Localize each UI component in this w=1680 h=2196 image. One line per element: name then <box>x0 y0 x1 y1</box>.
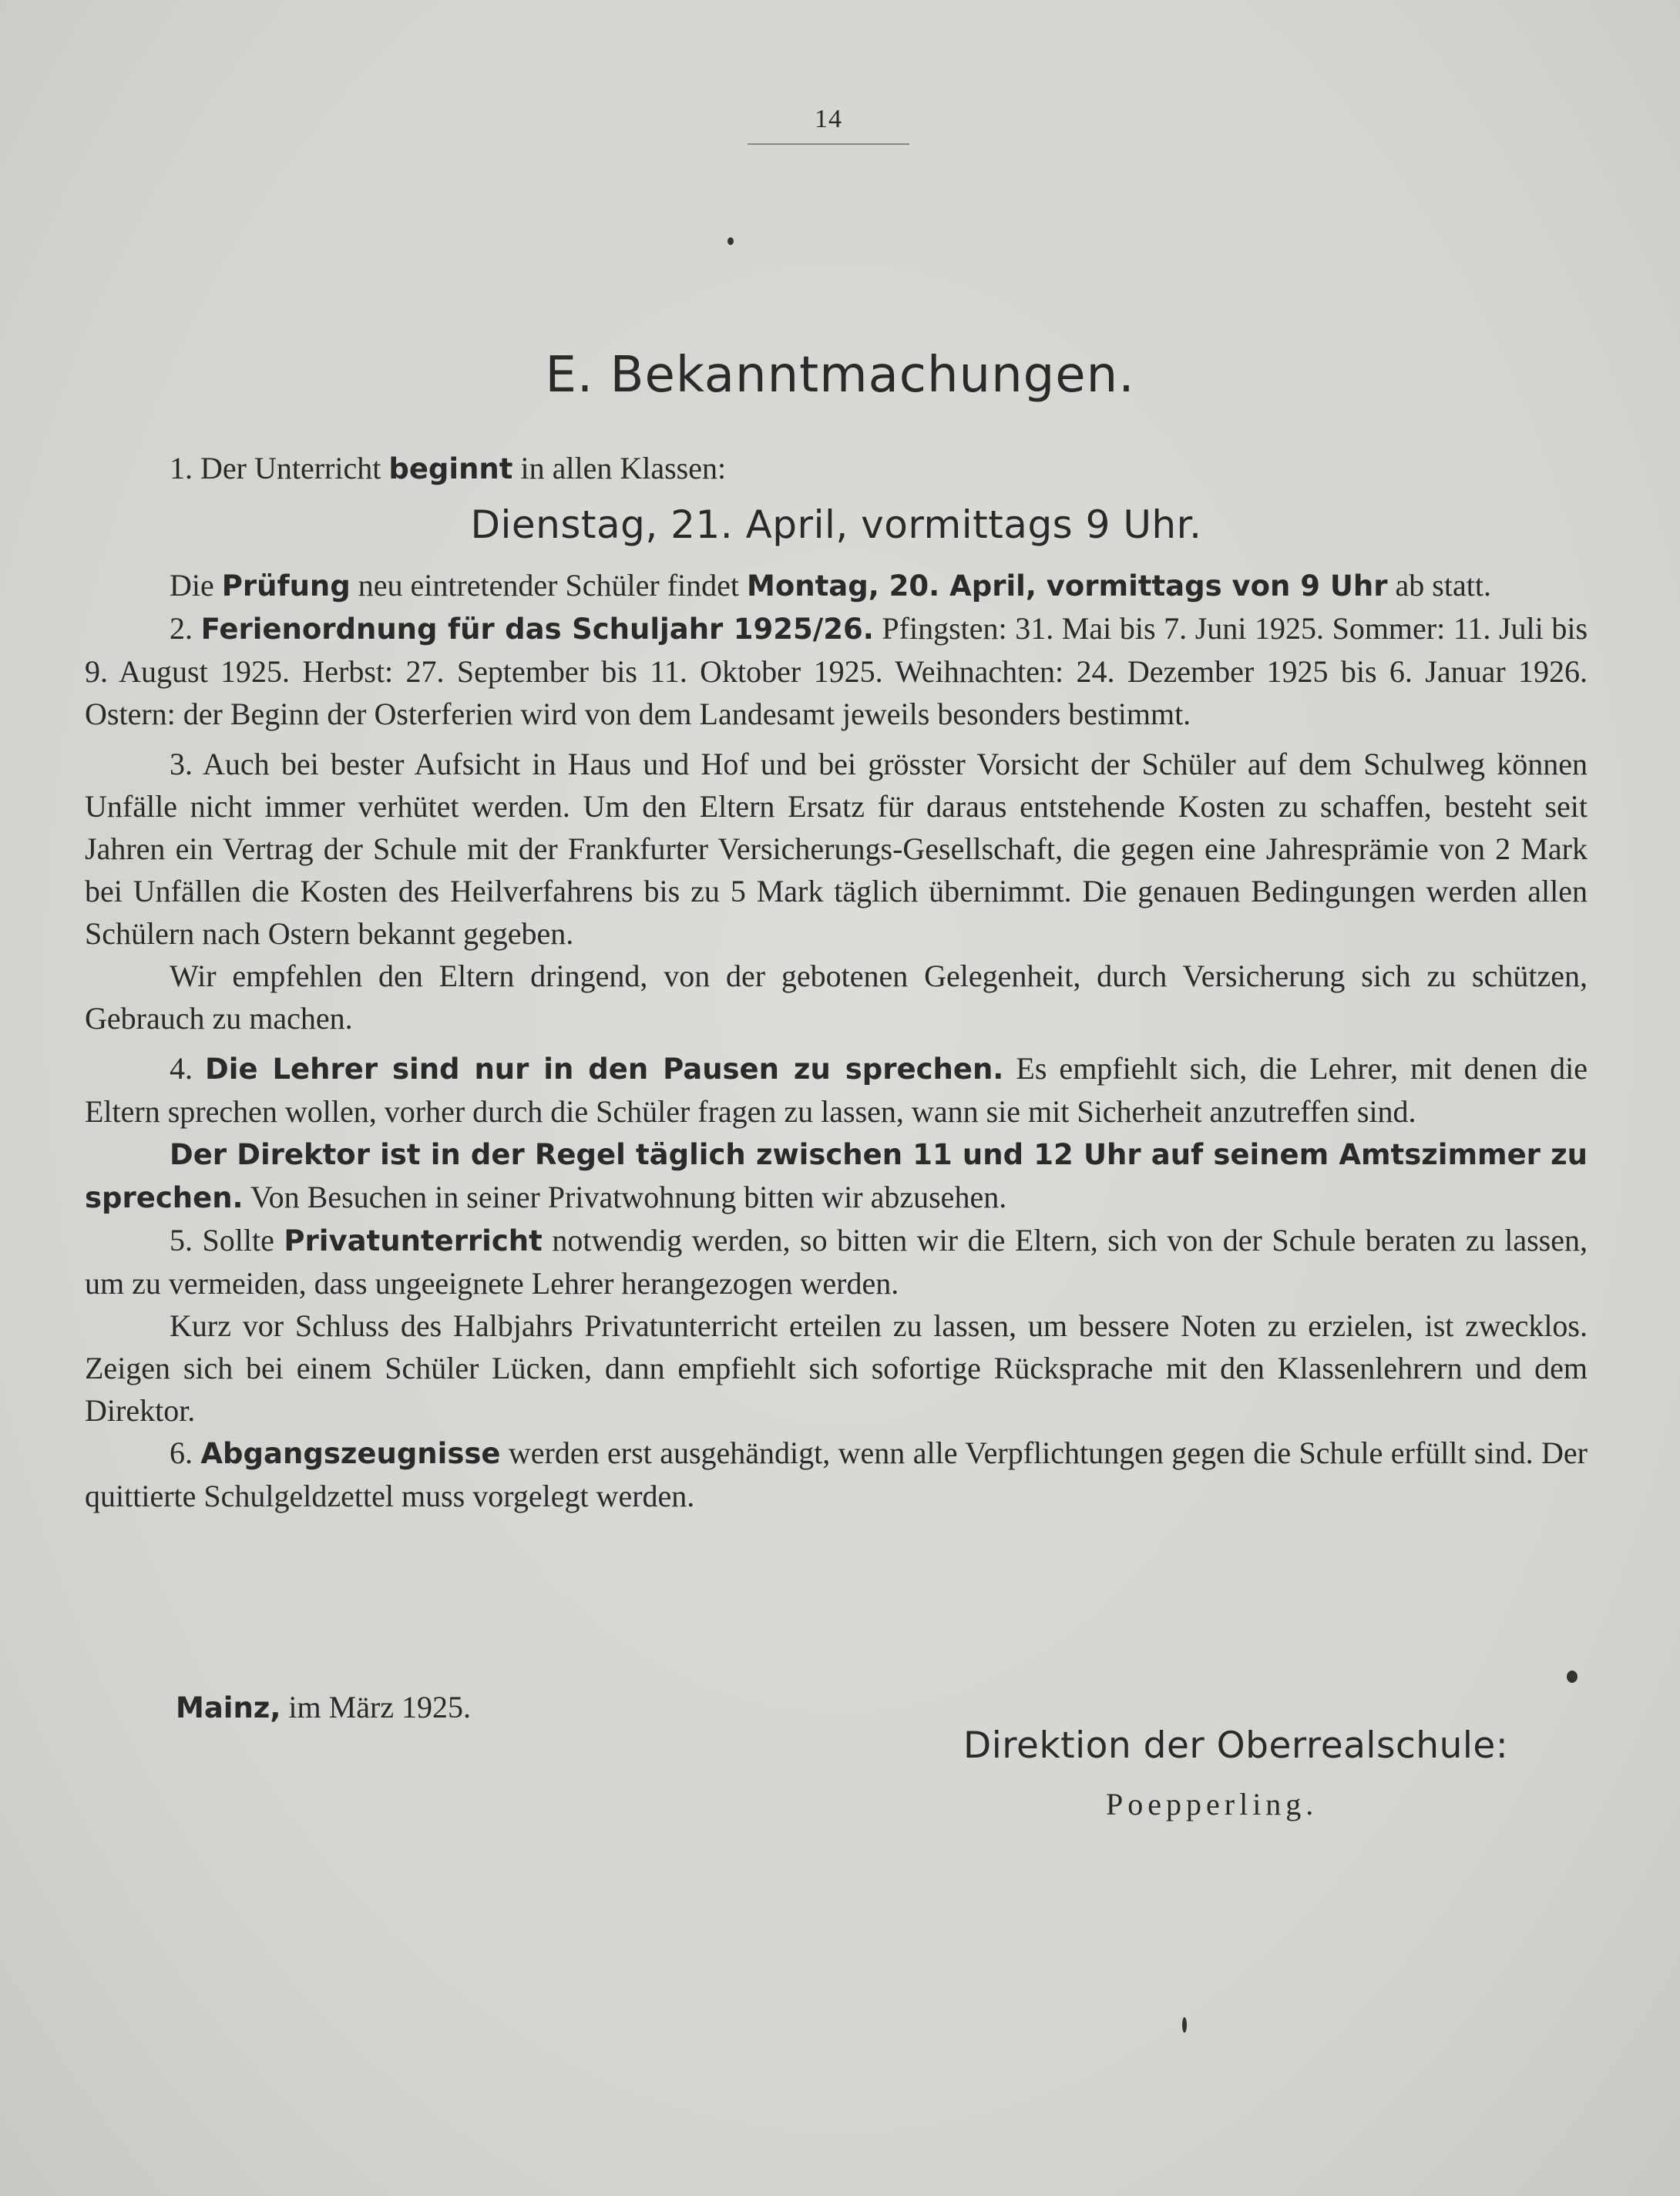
text: Die <box>170 568 222 603</box>
ink-speck <box>1182 2017 1187 2033</box>
text: notwendig werden, so bitten wir die Eltern, sich von der Schule beraten zu lassen, um zu vermeiden, dass ungeeignete Lehrer herangezogen werden. <box>85 1223 1588 1301</box>
ink-speck <box>1567 1671 1578 1683</box>
text: neu eintretender Schüler findet <box>350 568 747 603</box>
bold-text: Prüfung <box>221 569 351 603</box>
bold-text: Abgangszeugnisse <box>200 1437 501 1470</box>
text: ab statt. <box>1387 568 1491 603</box>
bold-text: Mainz, <box>176 1691 281 1724</box>
paragraph-4b <box>85 1133 1588 1219</box>
bold-text: Privatunterricht <box>284 1224 543 1257</box>
paragraph-3b: Wir empfehlen den Eltern dringend, von der gebotenen Gelegenheit, durch Versicherung sich zu schützen, Gebrauch zu machen. <box>85 959 1588 1036</box>
notice-body <box>85 447 1588 1517</box>
section-heading: E. Bekanntmachungen. <box>545 347 1135 404</box>
bold-text: Ferienordnung für das Schuljahr 1925/26. <box>200 613 874 646</box>
paragraph-3: 3. Auch bei bester Aufsicht in Haus und Hof und bei grösster Vorsicht der Schüler auf dem Schulweg können Unfälle nicht immer verhütet werden. Um den Eltern Ersatz für daraus entstehende Kosten zu schaffen, besteht seit Jahren ein Vertrag der Schule mit der Frankfurter Versicherungs-Gesellschaft, die gegen eine Jahresprämie von 2 Mark bei Unfällen die Kosten des Heilverfahrens bis zu 5 Mark täglich übernimmt. Die genauen Bedingungen werden allen Schülern nach Ostern bekannt gegeben. <box>85 747 1588 951</box>
text: 4. <box>170 1051 206 1086</box>
paragraph-2 <box>85 607 1588 735</box>
text: werden erst ausgehändigt, wenn alle Verpflichtungen gegen die Schule erfüllt sind. Der quittierte Schulgeldzettel muss vorgelegt werden. <box>85 1435 1588 1513</box>
paragraph-1b <box>85 564 1588 607</box>
bold-text: Der Direktor ist in der Regel täglich zwischen 11 und 12 Uhr auf seinem Amtszimmer zu sprechen. <box>85 1138 1588 1214</box>
paragraph-4 <box>85 1047 1588 1133</box>
paragraph-1 <box>85 447 1588 490</box>
text: 2. <box>170 611 201 646</box>
text: 6. <box>170 1435 201 1470</box>
paragraph-5 <box>85 1219 1588 1305</box>
paragraph-5b: Kurz vor Schluss des Halbjahrs Privatunterricht erteilen zu lassen, um bessere Noten zu erzielen, ist zwecklos. Zeigen sich bei einem Schüler Lücken, dann empfiehlt sich sofortige Rücksprache mit den Klassenlehrern und dem Direktor. <box>85 1308 1588 1428</box>
text: Von Besuchen in seiner Privatwohnung bitten wir abzusehen. <box>243 1180 1007 1214</box>
text: 5. Sollte <box>170 1223 284 1257</box>
issuer-title: Direktion der Oberrealschule: <box>963 1724 1509 1767</box>
paragraph-6 <box>85 1432 1588 1517</box>
place-date <box>176 1689 471 1725</box>
text: im März 1925. <box>281 1690 472 1724</box>
text: Pfingsten: 31. Mai bis 7. Juni 1925. Sommer: 11. Juli bis 9. August 1925. Herbst: 27. September bis 11. Oktober 1925. Weihnachten: 24. Dezember 1925 bis 6. Januar 1926. Ostern: der Beginn der Osterferien wird von dem Landesamt jeweils besonders bestimmt. <box>85 611 1588 731</box>
text: Es empfiehlt sich, die Lehrer, mit denen die Eltern sprechen wollen, vorher durch die Schüler fragen zu lassen, wann sie mit Sicherheit anzutreffen sind. <box>85 1051 1588 1129</box>
ink-speck <box>727 237 734 245</box>
page-number: 14 <box>748 105 909 145</box>
signature-name: Poepperling. <box>1106 1787 1319 1822</box>
bold-text: Montag, 20. April, vormittags von 9 Uhr <box>747 569 1388 603</box>
text: in allen Klassen: <box>512 451 727 485</box>
bold-text: beginnt <box>388 452 513 485</box>
start-date-line: Dienstag, 21. April, vormittags 9 Uhr. <box>470 502 1202 547</box>
text: 1. Der Unterricht <box>170 451 389 485</box>
bold-text: Die Lehrer sind nur in den Pausen zu sprechen. <box>205 1053 1004 1086</box>
